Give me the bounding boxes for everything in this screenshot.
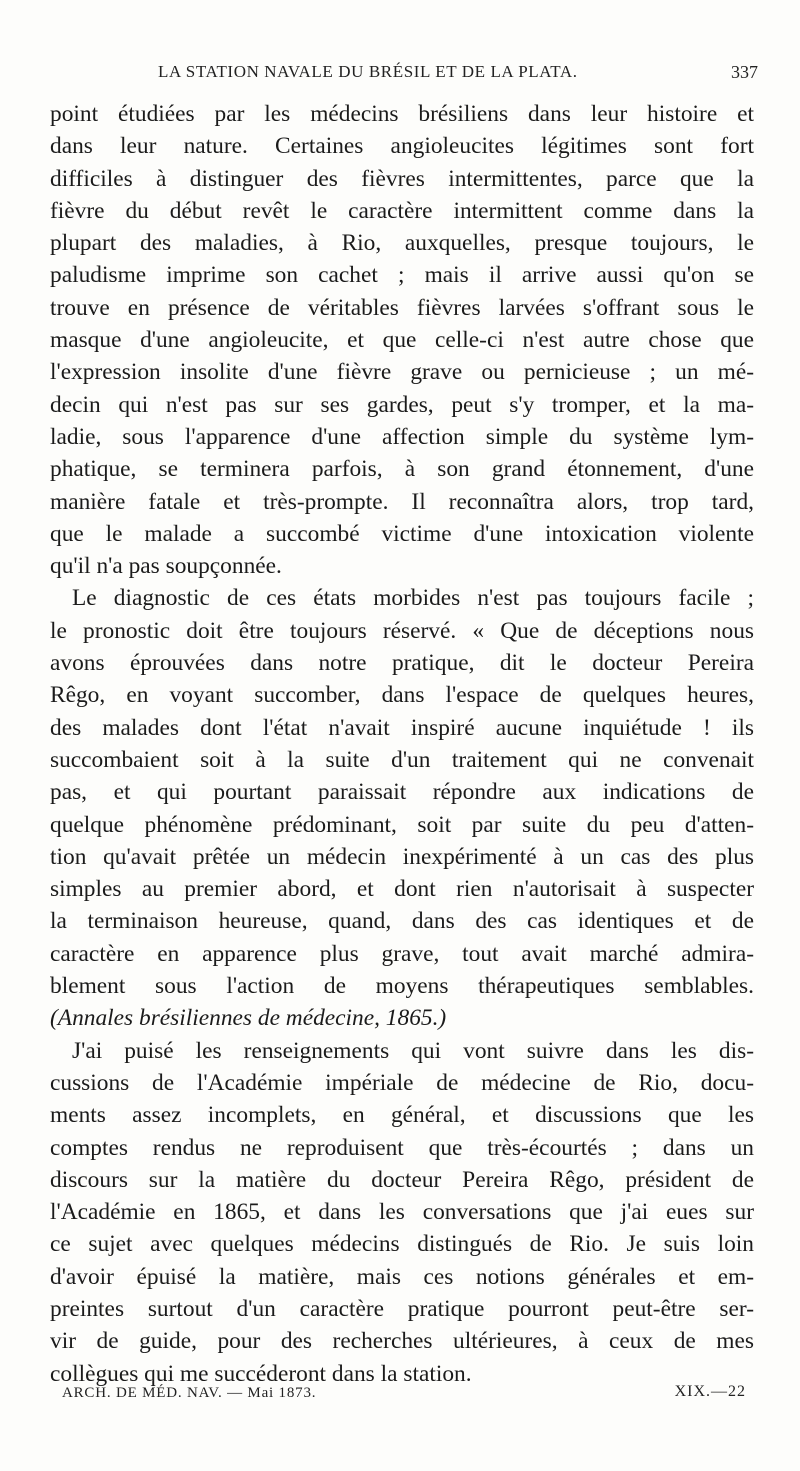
text-line: decin qui n'est pas sur ses gardes, peut s'y tromper, et la ma-: [50, 391, 754, 418]
text-line: succombaient soit à la suite d'un traitement qui ne convenait: [50, 746, 754, 773]
text-line: masque d'une angioleucite, et que celle-ci n'est autre chose que: [50, 327, 754, 354]
text-line: Rêgo, en voyant succomber, dans l'espace de quelques heures,: [50, 682, 754, 709]
text-line: d'avoir épuisé la matière, mais ces notions générales et em-: [50, 1263, 754, 1290]
text-line: quelque phénomène prédominant, soit par suite du peu d'atten-: [50, 811, 754, 838]
text-line: fièvre du début revêt le caractère intermittent comme dans la: [50, 197, 754, 224]
text-line: l'expression insolite d'une fièvre grave ou pernicieuse ; un mé-: [50, 359, 754, 386]
text-line: vir de guide, pour des recherches ultérieures, à ceux de mes: [50, 1328, 754, 1355]
text-line: discours sur la matière du docteur Pereira Rêgo, président de: [50, 1166, 754, 1193]
text-line: ladie, sous l'apparence d'une affection simple du système lym-: [50, 423, 754, 450]
text-line: que le malade a succombé victime d'une intoxication violente: [50, 520, 754, 547]
text-line: Le diagnostic de ces états morbides n'est pas toujours facile ;: [72, 585, 754, 612]
text-line: pas, et qui pourtant paraissait répondre aux indications de: [50, 779, 754, 806]
text-line: avons éprouvées dans notre pratique, dit le docteur Pereira: [50, 650, 754, 677]
text-line: ce sujet avec quelques médecins distingués de Rio. Je suis loin: [50, 1231, 754, 1258]
text-line: l'Académie en 1865, et dans les conversations que j'ai eues sur: [50, 1199, 754, 1226]
text-line: difficiles à distinguer des fièvres intermittentes, parce que la: [50, 165, 754, 192]
text-line: caractère en apparence plus grave, tout avait marché admira-: [50, 940, 754, 967]
text-line: comptes rendus ne reproduisent que très-écourtés ; dans un: [50, 1134, 754, 1161]
text-line: dans leur nature. Certaines angioleucites légitimes sont fort: [50, 133, 754, 160]
text-line: blement sous l'action de moyens thérapeutiques semblables.: [50, 973, 754, 1000]
text-line: paludisme imprime son cachet ; mais il arrive aussi qu'on se: [50, 262, 754, 289]
page-footer: [62, 1385, 754, 1411]
footer-journal-reference: ARCH. DE MÉD. NAV. — Mai 1873.: [62, 1385, 317, 1401]
text-line: qu'il n'a pas soupçonnée.: [50, 553, 282, 580]
text-line: cussions de l'Académie impériale de médecine de Rio, docu-: [50, 1069, 754, 1096]
citation-line: (Annales brésiliennes de médecine, 1865.): [50, 1005, 447, 1032]
running-title: LA STATION NAVALE DU BRÉSIL ET DE LA PLATA.: [158, 62, 578, 81]
body-text: [50, 98, 754, 1390]
text-line: simples au premier abord, et dont rien n'autorisait à suspecter: [50, 876, 754, 903]
text-line: preintes surtout d'un caractère pratique pourront peut-être ser-: [50, 1295, 754, 1322]
text-line: point étudiées par les médecins brésiliens dans leur histoire et: [50, 101, 754, 127]
footer-signature-mark: XIX.—22: [674, 1383, 746, 1400]
text-line: plupart des maladies, à Rio, auxquelles, presque toujours, le: [50, 230, 754, 257]
text-line: trouve en présence de véritables fièvres larvées s'offrant sous le: [50, 294, 754, 321]
text-line: phatique, se terminera parfois, à son grand étonnement, d'une: [50, 456, 754, 483]
page-number: 337: [731, 62, 758, 82]
running-head: [40, 62, 760, 88]
text-line: la terminaison heureuse, quand, dans des cas identiques et de: [50, 908, 754, 935]
text-line: ments assez incomplets, en général, et discussions que les: [50, 1102, 754, 1129]
text-line: le pronostic doit être toujours réservé. « Que de déceptions nous: [50, 617, 754, 644]
text-line: manière fatale et très-prompte. Il reconnaîtra alors, trop tard,: [50, 488, 754, 515]
text-line: tion qu'avait prêtée un médecin inexpérimenté à un cas des plus: [50, 843, 754, 870]
text-line: J'ai puisé les renseignements qui vont suivre dans les dis-: [72, 1037, 754, 1064]
text-line: des malades dont l'état n'avait inspiré aucune inquiétude ! ils: [50, 714, 754, 741]
text-line: collègues qui me succéderont dans la station.: [50, 1360, 472, 1387]
